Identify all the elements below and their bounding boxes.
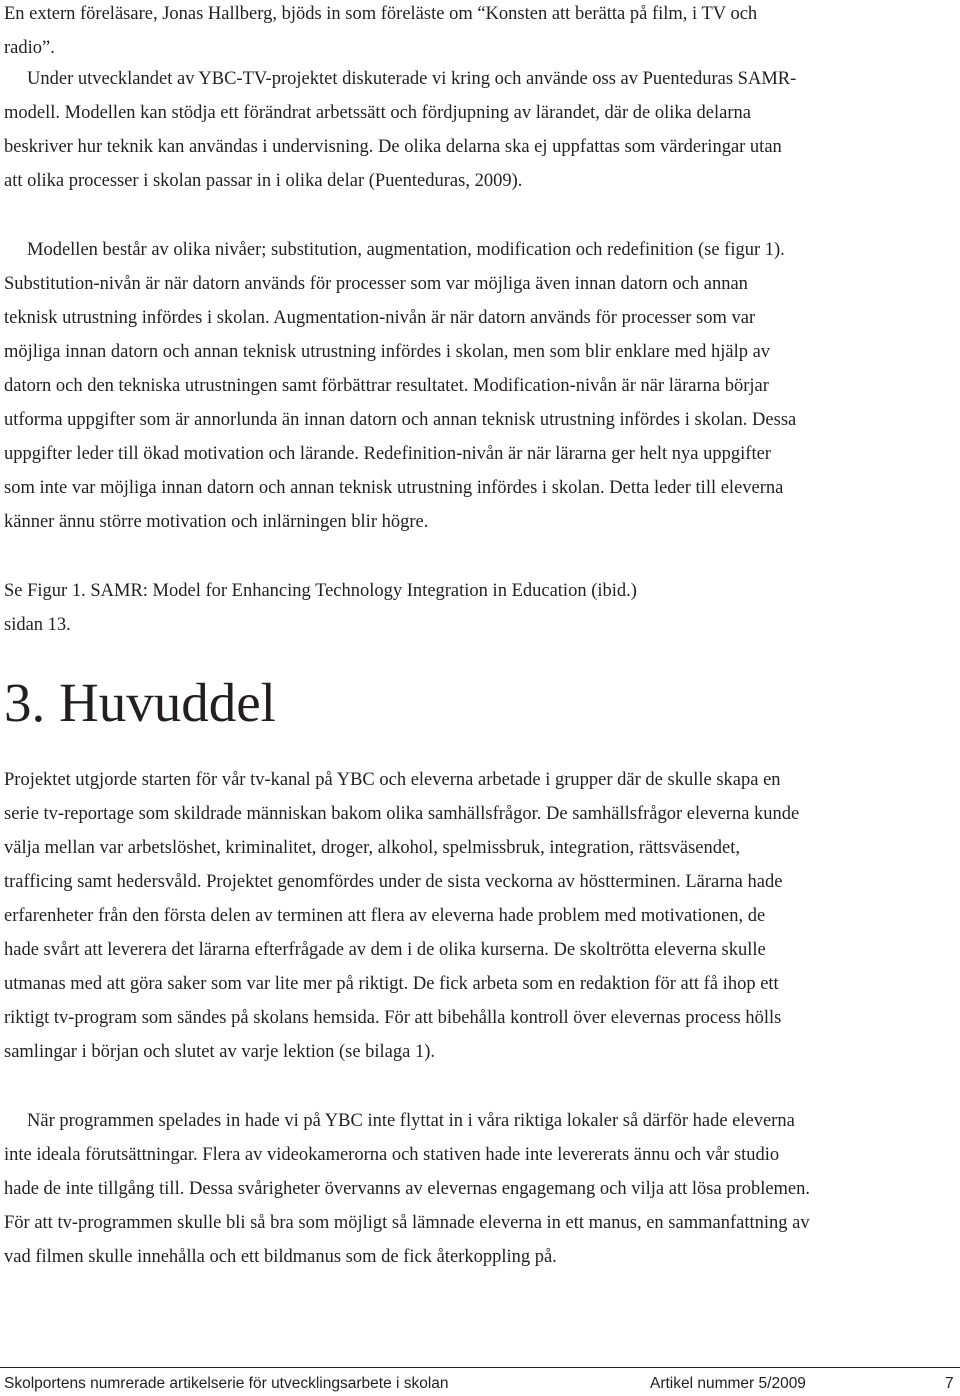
body-paragraph: Projektet utgjorde starten för vår tv-kanal på YBC och eleverna arbetade i grupper där de skulle skapa en serie tv-reportage som skildrade människan bakom olika samhällsfrågor. De samhällsfrågor eleverna kunde välja mellan var arbetslöshet, kriminalitet, droger, alkohol, spelmissbruk, integration, rättsväsendet, trafficing samt hedersvåld. Projektet genomfördes under de sista veckorna av höstterminen. Lärarna hade erfarenheter från den första delen av terminen att flera av eleverna hade problem med motivationen, de hade svårt att leverera det lärarna efterfrågade av dem i de olika kurserna. De skoltrötta eleverna skulle utmanas med att göra saker som var lite mer på riktigt. De fick arbeta som en redaktion för att få ihop ett riktigt tv-program som sändes på skolans hemsida. För att bibehålla kontroll över elevernas process hölls samlingar i början och slutet av varje lektion (se bilaga 1). — [4, 770, 800, 1062]
footer-divider — [0, 1367, 960, 1368]
section-heading: 3. Huvuddel — [4, 672, 276, 733]
figure-reference: Se Figur 1. SAMR: Model for Enhancing Technology Integration in Education (ibid.) — [4, 581, 637, 601]
footer-page-number: 7 — [945, 1375, 954, 1392]
footer-article-number: Artikel nummer 5/2009 — [650, 1375, 806, 1392]
body-paragraph: Under utvecklandet av YBC-TV-projektet diskuterade vi kring och använde oss av Puenteduras SAMR-modell. Modellen kan stödja ett förändrat arbetssätt och fördjupning av lärandet, där de olika delarna beskriver hur teknik kan användas i undervisning. De olika delarna ska ej uppfattas som värderingar utan att olika processer i skolan passar in i olika delar (Puenteduras, 2009). — [4, 69, 797, 191]
footer-series-title: Skolportens numrerade artikelserie för utvecklingsarbete i skolan — [4, 1375, 449, 1392]
body-paragraph: En extern föreläsare, Jonas Hallberg, bjöds in som föreläste om “Konsten att berätta på film, i TV och radio”. — [4, 4, 758, 58]
body-paragraph: När programmen spelades in hade vi på YBC inte flyttat in i våra riktiga lokaler så därför hade eleverna inte ideala förutsättningar. Flera av videokamerorna och stativen hade inte levererats ännu och vår studio hade de inte tillgång till. Dessa svårigheter övervanns av elevernas engagemang och vilja att lösa problemen. För att tv-programmen skulle bli så bra som möjligt så lämnade eleverna in ett manus, en sammanfattning av vad filmen skulle innehålla och ett bildmanus som de fick återkoppling på. — [4, 1111, 811, 1267]
figure-page-reference: sidan 13. — [4, 615, 71, 635]
body-paragraph: Modellen består av olika nivåer; substitution, augmentation, modification och redefinition (se figur 1). Substitution-nivån är när datorn används för processer som var möjliga även innan datorn och annan teknisk utrustning infördes i skolan. Augmentation-nivån är när datorn används för processer som var möjliga innan datorn och annan teknisk utrustning infördes i skolan, men som blir enklare med hjälp av datorn och den tekniska utrustningen samt förbättrar resultatet. Modification-nivån är när lärarna börjar utforma uppgifter som är annorlunda än innan datorn och annan teknisk utrustning infördes i skolan. Dessa uppgifter leder till ökad motivation och lärande. Redefinition-nivån är när lärarna ger helt nya uppgifter som inte var möjliga innan datorn och annan teknisk utrustning infördes i skolan. Detta leder till eleverna känner ännu större motivation och inlärningen blir högre. — [4, 240, 797, 532]
